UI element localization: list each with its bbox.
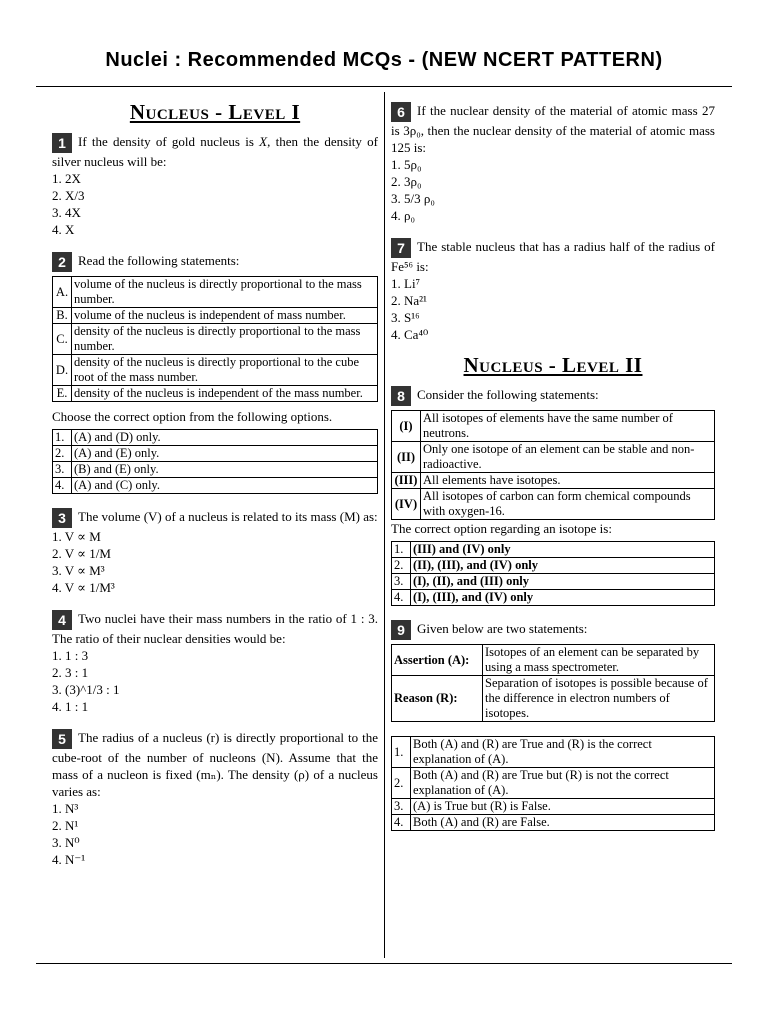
table-row	[53, 478, 378, 494]
table-row	[392, 737, 715, 768]
option: 2. 3 : 1	[52, 665, 89, 681]
question-number: 5	[52, 729, 72, 749]
option-text: (I), (III), and (IV) only	[411, 590, 715, 606]
option: 3. N⁰	[52, 835, 80, 851]
option: 4. N⁻¹	[52, 852, 86, 868]
question-text: The volume (V) of a nucleus is related to its mass (M) as:	[78, 509, 378, 525]
left-column	[52, 92, 378, 882]
row-text: Only one isotope of an element can be stable and non-radioactive.	[421, 442, 715, 473]
option-text: (II), (III), and (IV) only	[411, 558, 715, 574]
row-label: A.	[53, 277, 72, 308]
level-2-heading: Nucleus - Level II	[463, 353, 643, 378]
question-text: If the nuclear density of the material of atomic mass 27 is 3ρ₀, then the nuclear density of the material of atomic mass 125 is:	[391, 103, 715, 156]
question-6	[391, 102, 715, 224]
option-text: (A) is True but (R) is False.	[411, 799, 715, 815]
table-row	[392, 489, 715, 520]
option: 1. V ∝ M	[52, 529, 101, 545]
row-label: (IV)	[392, 489, 421, 520]
option-number: 3.	[53, 462, 72, 478]
option-text: (A) and (C) only.	[72, 478, 378, 494]
option-number: 4.	[53, 478, 72, 494]
option: 4. V ∝ 1/M³	[52, 580, 115, 596]
table-row	[53, 386, 378, 402]
row-label: C.	[53, 324, 72, 355]
reason-label: Reason (R):	[392, 676, 483, 722]
table-row	[53, 355, 378, 386]
assertion-label: Assertion (A):	[392, 645, 483, 676]
option: 3. 4X	[52, 205, 81, 221]
table-row	[392, 558, 715, 574]
table-row	[392, 799, 715, 815]
question-variable: X	[259, 134, 268, 149]
reason-text: Separation of isotopes is possible because of the difference in electron numbers of isotopes.	[483, 676, 715, 722]
right-column	[391, 92, 715, 845]
question-text: Consider the following statements:	[417, 387, 599, 403]
option: 2. 3ρ₀	[391, 174, 422, 190]
row-text: All elements have isotopes.	[421, 473, 715, 489]
options-table	[391, 541, 715, 606]
option: 2. X/3	[52, 188, 85, 204]
option: 3. V ∝ M³	[52, 563, 105, 579]
level-1-heading: Nucleus - Level I	[129, 100, 301, 124]
header-rule	[36, 86, 732, 87]
question-9	[391, 620, 715, 831]
choose-prompt: Choose the correct option from the following options.	[52, 409, 333, 425]
table-row	[53, 308, 378, 324]
option: 1. 5ρ₀	[391, 157, 422, 173]
question-number: 2	[52, 252, 72, 272]
row-text: density of the nucleus is directly proportional to the cube root of the mass number.	[72, 355, 378, 386]
question-5	[52, 729, 378, 868]
question-text: Two nuclei have their mass numbers in the ratio of 1 : 3. The ratio of their nuclear densities would be:	[52, 611, 378, 647]
row-label: (III)	[392, 473, 421, 489]
row-text: All isotopes of carbon can form chemical compounds with oxygen-16.	[421, 489, 715, 520]
row-label: D.	[53, 355, 72, 386]
option-number: 4.	[392, 815, 411, 831]
assertion-reason-table	[391, 644, 715, 722]
option: 2. Na²¹	[391, 293, 427, 309]
option-number: 3.	[392, 574, 411, 590]
row-label: (I)	[392, 411, 421, 442]
table-row	[53, 277, 378, 308]
question-number: 6	[391, 102, 411, 122]
row-label: (II)	[392, 442, 421, 473]
option-text: (I), (II), and (III) only	[411, 574, 715, 590]
question-number: 9	[391, 620, 411, 640]
option-number: 4.	[392, 590, 411, 606]
row-label: E.	[53, 386, 72, 402]
option: 4. Ca⁴⁰	[391, 327, 429, 343]
page-title: Nuclei : Recommended MCQs - (NEW NCERT PATTERN)	[105, 49, 663, 71]
question-7	[391, 238, 715, 343]
option-number: 1.	[392, 542, 411, 558]
question-number: 7	[391, 238, 411, 258]
table-row	[392, 473, 715, 489]
question-number: 8	[391, 386, 411, 406]
question-text: If the density of gold nucleus is	[78, 134, 260, 149]
option-number: 3.	[392, 799, 411, 815]
option-text: (III) and (IV) only	[411, 542, 715, 558]
option: 4. 1 : 1	[52, 699, 89, 715]
option: 1. 1 : 3	[52, 648, 89, 664]
row-text: volume of the nucleus is directly proportional to the mass number.	[72, 277, 378, 308]
option: 3. 5/3 ρ₀	[391, 191, 435, 207]
option: 4. ρ₀	[391, 208, 416, 224]
option: 1. 2X	[52, 171, 81, 187]
option-number: 2.	[392, 768, 411, 799]
option: 3. S¹⁶	[391, 310, 420, 326]
question-text: The radius of a nucleus (r) is directly proportional to the cube-root of the number of nucleons (N). Assume that the mass of a nucleon is fixed (mₙ). The density (ρ) of a nucleus varies as:	[52, 730, 378, 800]
option-text: (A) and (D) only.	[72, 430, 378, 446]
question-number: 4	[52, 610, 72, 630]
question-text: , then the density of silver nucleus will be:	[52, 134, 378, 170]
column-divider	[384, 92, 385, 958]
option-text: (A) and (E) only.	[72, 446, 378, 462]
table-row	[392, 768, 715, 799]
option-text: Both (A) and (R) are True but (R) is not the correct explanation of (A).	[411, 768, 715, 799]
question-3	[52, 508, 378, 596]
table-row	[53, 446, 378, 462]
question-2	[52, 252, 378, 494]
option-text: (B) and (E) only.	[72, 462, 378, 478]
table-row	[392, 442, 715, 473]
option: 2. N¹	[52, 818, 79, 834]
table-row	[392, 676, 715, 722]
option-text: Both (A) and (R) are False.	[411, 815, 715, 831]
choose-prompt: The correct option regarding an isotope is:	[391, 521, 612, 537]
question-1	[52, 133, 378, 238]
table-row	[392, 645, 715, 676]
row-label: B.	[53, 308, 72, 324]
table-row	[392, 574, 715, 590]
row-text: volume of the nucleus is independent of mass number.	[72, 308, 378, 324]
row-text: density of the nucleus is independent of the mass number.	[72, 386, 378, 402]
row-text: All isotopes of elements have the same number of neutrons.	[421, 411, 715, 442]
option: 4. X	[52, 222, 75, 238]
option-number: 1.	[53, 430, 72, 446]
statements-table	[391, 410, 715, 520]
table-row	[392, 815, 715, 831]
table-row	[392, 590, 715, 606]
question-number: 1	[52, 133, 72, 153]
option-number: 2.	[392, 558, 411, 574]
assertion-text: Isotopes of an element can be separated by using a mass spectrometer.	[483, 645, 715, 676]
option: 3. (3)^1/3 : 1	[52, 682, 120, 698]
options-table	[391, 736, 715, 831]
question-text: Read the following statements:	[78, 253, 240, 269]
option-number: 2.	[53, 446, 72, 462]
option: 2. V ∝ 1/M	[52, 546, 111, 562]
question-number: 3	[52, 508, 72, 528]
question-text: The stable nucleus that has a radius half of the radius of Fe⁵⁶ is:	[391, 239, 715, 275]
table-row	[392, 411, 715, 442]
option: 1. Li⁷	[391, 276, 421, 292]
question-text: Given below are two statements:	[417, 621, 588, 637]
option: 1. N³	[52, 801, 79, 817]
option-number: 1.	[392, 737, 411, 768]
table-row	[53, 430, 378, 446]
row-text: density of the nucleus is directly proportional to the mass number.	[72, 324, 378, 355]
question-4	[52, 610, 378, 715]
question-8	[391, 386, 715, 606]
statements-table	[52, 276, 378, 402]
footer-rule	[36, 963, 732, 964]
table-row	[53, 324, 378, 355]
table-row	[53, 462, 378, 478]
options-table	[52, 429, 378, 494]
table-row	[392, 542, 715, 558]
option-text: Both (A) and (R) are True and (R) is the correct explanation of (A).	[411, 737, 715, 768]
